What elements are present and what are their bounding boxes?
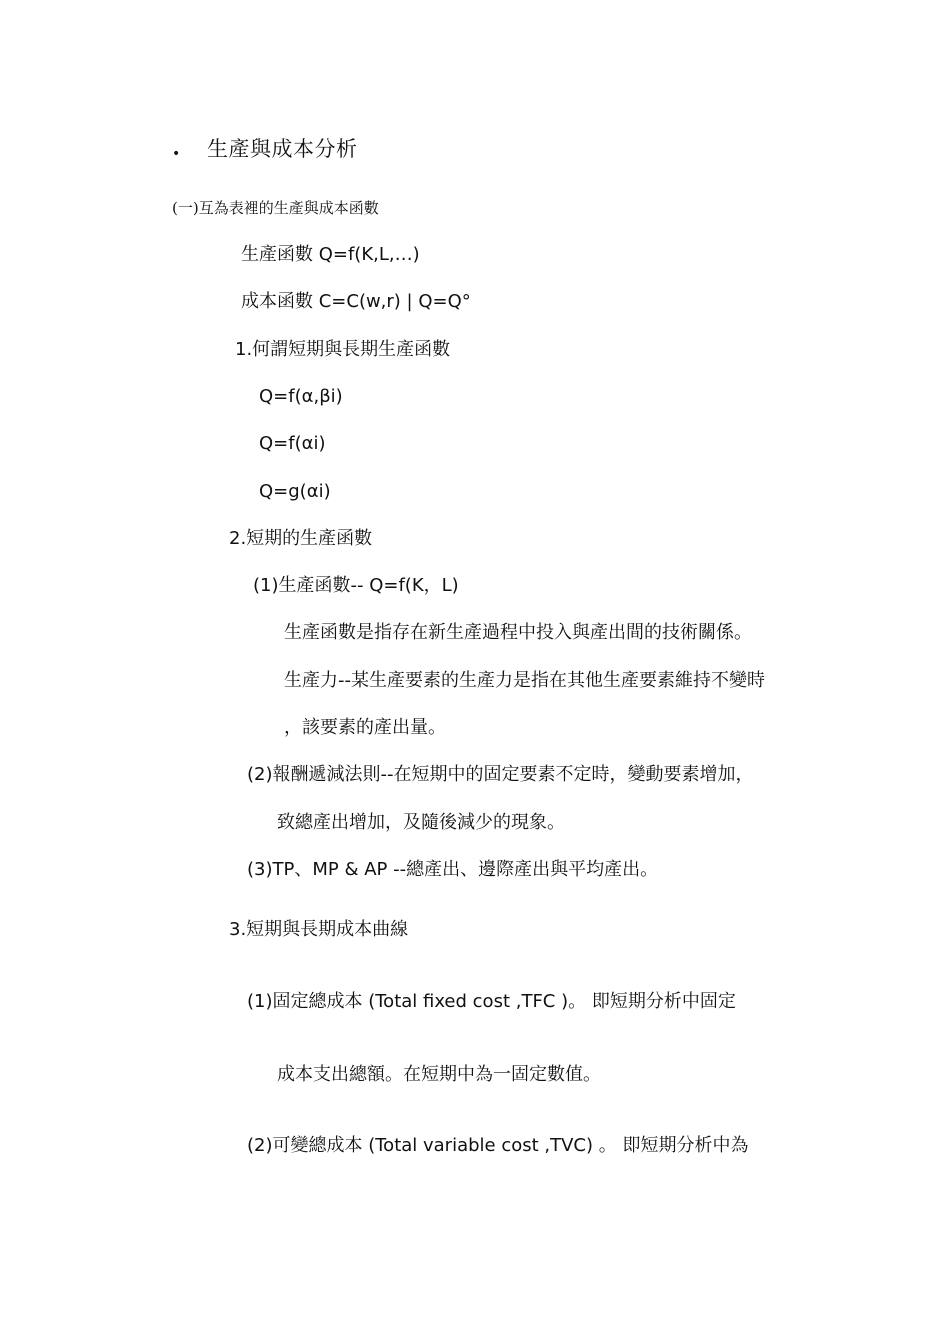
item-1-heading: 1.何謂短期與長期生產函數 <box>235 339 451 360</box>
item-2-heading: 2.短期的生產函數 <box>229 528 373 549</box>
item-3-heading: 3.短期與長期成本曲線 <box>229 919 409 940</box>
bullet-icon: • <box>172 146 181 162</box>
definition-production-function: 生產函數是指存在新生產過程中投入與產出間的技術關係。 <box>284 622 752 643</box>
section-heading: (一)互為表裡的生產與成本函數 <box>172 199 379 217</box>
item-3-2-line-1: (2)可變總成本 (Total variable cost ,TVC) 。 即短期分析中為 <box>247 1135 749 1156</box>
page-title: 生產與成本分析 <box>207 137 358 161</box>
equation-3: Q=g(αi) <box>259 481 331 502</box>
item-2-1-heading: (1)生產函數-- Q=f(K，L) <box>253 575 459 596</box>
definition-productivity-line-1: 生產力--某生產要素的生產力是指在其他生產要素維持不變時 <box>284 670 765 691</box>
item-2-2-line-1: (2)報酬遞減法則--在短期中的固定要素不定時，變動要素增加， <box>247 764 754 785</box>
item-2-3: (3)TP、MP & AP --總產出、邊際產出與平均產出。 <box>247 859 659 880</box>
item-3-1-line-2: 成本支出總額。在短期中為一固定數值。 <box>277 1064 601 1085</box>
cost-function-line: 成本函數 C=C(w,r) | Q=Q° <box>241 291 471 312</box>
item-2-2-line-2: 致總產出增加，及隨後減少的現象。 <box>277 812 565 833</box>
item-3-1-line-1: (1)固定總成本 (Total fixed cost ,TFC )。 即短期分析中固定 <box>247 991 736 1012</box>
equation-1: Q=f(α,βi) <box>259 386 343 407</box>
definition-productivity-line-2: ，該要素的產出量。 <box>284 717 446 738</box>
production-function-line: 生產函數 Q=f(K,L,…) <box>241 244 420 265</box>
equation-2: Q=f(αi) <box>259 433 326 454</box>
